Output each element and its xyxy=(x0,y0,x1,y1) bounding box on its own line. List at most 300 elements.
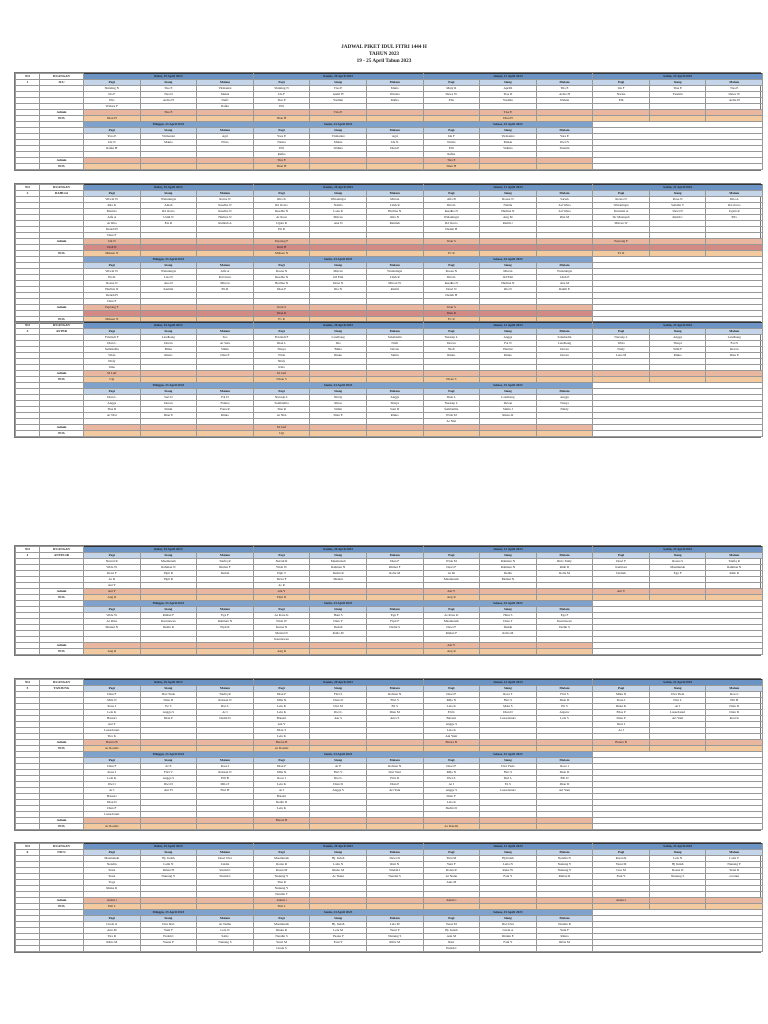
staff-name-cell: Teo xyxy=(197,335,254,341)
staff-name-cell: Dwi L xyxy=(480,776,537,782)
staff-name-cell: Rinna xyxy=(536,934,593,940)
staff-name-cell: Nabila xyxy=(480,203,537,209)
shift-siang: Siang xyxy=(480,329,537,335)
staff-name-cell: Yasmin xyxy=(310,98,367,104)
staff-name-cell: Rinbei R xyxy=(536,874,593,880)
staff-name-cell: Landbang xyxy=(706,335,763,341)
staff-name-cell: Rotna N xyxy=(197,197,254,203)
shift-pagi: Pagi xyxy=(423,191,480,197)
staff-name-cell: Reedha N xyxy=(423,281,480,287)
pos-row-cell xyxy=(140,824,197,830)
day-header: Minggu, 23 April 2023 xyxy=(84,257,254,263)
staff-name-cell: Dwi L xyxy=(310,710,367,716)
staff-name-cell: Ribis M xyxy=(84,940,141,946)
staff-name-cell: Rafka xyxy=(423,152,480,158)
schedule-table xyxy=(15,73,763,170)
admin-row-cell: M Lutf xyxy=(253,425,310,431)
staff-name-cell: Rinko xyxy=(140,353,197,359)
day-header: Selasa, 25 April 2023 xyxy=(423,752,593,758)
staff-name-cell: Lela K xyxy=(84,710,141,716)
staff-name-cell: Sindah I xyxy=(197,874,254,880)
staff-name-cell: Ar Nunu xyxy=(423,874,480,880)
staff-name-cell: Lisa M xyxy=(593,868,650,874)
staff-name-cell: Dedah xyxy=(310,625,367,631)
ruangan-header: RUANGAN xyxy=(40,74,84,80)
shift-pagi: Pagi xyxy=(423,263,480,269)
staff-name-cell: Nendin S xyxy=(366,874,423,880)
staff-name-cell: Maemunah xyxy=(253,856,310,862)
staff-name-cell: Dedin S xyxy=(366,625,423,631)
staff-name-cell: Rosna D xyxy=(649,868,706,874)
pos-row-cell: Miksen N xyxy=(253,251,310,257)
pos-row-label: POS xyxy=(40,251,84,257)
pos-row-cell: Ugi xyxy=(84,377,141,383)
admin-row-cell: Batara B xyxy=(593,740,650,746)
staff-name-cell: Lusardaruri xyxy=(480,716,537,722)
staff-name-cell: Wida W xyxy=(84,613,141,619)
staff-name-cell: Dian D xyxy=(310,782,367,788)
staff-name-cell: Dewi F xyxy=(423,692,480,698)
pos-row-cell xyxy=(310,431,367,437)
day-header: Senin, 24 April 2023 xyxy=(253,122,423,128)
staff-name-cell: Lela K xyxy=(253,806,310,812)
staff-name-cell: Ana D xyxy=(140,281,197,287)
day-header: Jumat, 21 April 2023 xyxy=(423,323,593,329)
admin-row-cell: Tisa E xyxy=(480,110,537,116)
staff-name-cell: Landbang xyxy=(310,335,367,341)
staff-name-cell: Mika N xyxy=(593,692,650,698)
staff-name-cell: Angga S xyxy=(310,788,367,794)
staff-name-cell: Ribis M xyxy=(536,940,593,946)
staff-name-cell: Ramlah A xyxy=(197,221,254,227)
staff-name-cell: Yasmin xyxy=(536,146,593,152)
staff-name-cell: Dian L xyxy=(253,341,310,347)
staff-name-cell: Devan xyxy=(536,347,593,353)
staff-name-cell: Ela R xyxy=(84,275,141,281)
pos-row-cell: Ang R xyxy=(423,649,480,655)
staff-name-cell: Bataari xyxy=(253,716,310,722)
staff-name-cell: Dian L xyxy=(423,395,480,401)
pos-row-label: POS xyxy=(40,746,84,752)
room-schedule-block xyxy=(14,321,761,438)
staff-name-cell: Pipit R xyxy=(197,625,254,631)
staff-name-cell: Lela S xyxy=(536,716,593,722)
staff-name-cell: Ar E xyxy=(310,764,367,770)
day-header: Sabtu, 22 April 2023 xyxy=(593,844,763,850)
pos-row-cell: Pipit R xyxy=(253,595,310,601)
staff-name-cell: Hani S xyxy=(480,613,537,619)
staff-name-cell: Ida F xyxy=(593,86,650,92)
pos-row-label: POS xyxy=(40,649,84,655)
staff-name-cell: Reedha N xyxy=(197,203,254,209)
staff-name-cell: Makia xyxy=(140,140,197,146)
staff-name-cell: Wida W xyxy=(253,619,310,625)
staff-name-cell: Hj. Indah xyxy=(310,922,367,928)
staff-name-cell: Ar Nisi xyxy=(423,419,480,425)
staff-name-cell: Ar Rosa K xyxy=(423,613,480,619)
staff-name-cell: Landbang xyxy=(536,341,593,347)
staff-name-cell: Irma xyxy=(84,365,141,371)
staff-name-cell: Rinb R xyxy=(706,571,763,577)
day-header: Kamis, 20 April 2023 xyxy=(253,185,423,191)
day-header: Minggu, 23 April 2023 xyxy=(84,910,254,916)
staff-name-cell: Mila N xyxy=(253,770,310,776)
shift-pagi: Pagi xyxy=(253,758,310,764)
staff-name-cell: Lusardaruri xyxy=(480,788,537,794)
ruangan-header: RUANGAN xyxy=(40,680,84,686)
shift-siang: Siang xyxy=(140,389,197,395)
admin-row-cell: M Lutf xyxy=(253,371,310,377)
staff-name-cell: Dwi D xyxy=(140,782,197,788)
day-header: Rabu, 19 April 2023 xyxy=(84,323,254,329)
staff-name-cell: Mila N xyxy=(423,698,480,704)
staff-name-cell: Yuana P xyxy=(310,934,367,940)
staff-name-cell: Landbang xyxy=(480,395,537,401)
pos-row-cell xyxy=(480,164,537,170)
staff-name-cell: Angga S xyxy=(140,776,197,782)
pos-row-label: POS xyxy=(40,595,84,601)
pos-row-cell xyxy=(366,824,423,830)
room-name: ANYELIR xyxy=(40,553,84,559)
staff-name-cell: Fanina xyxy=(197,401,254,407)
shift-siang: Siang xyxy=(140,607,197,613)
day-header: Sabtu, 22 April 2023 xyxy=(593,680,763,686)
staff-name-cell: Maemunah xyxy=(649,565,706,571)
day-header: Sabtu, 22 April 2023 xyxy=(593,185,763,191)
staff-name-cell: Bima xyxy=(310,347,367,353)
shift-malam: Malam xyxy=(197,758,254,764)
staff-name-cell: Angga S xyxy=(140,710,197,716)
empty-cell xyxy=(593,824,763,830)
pos-row-cell: Dian H xyxy=(253,164,310,170)
shift-siang: Siang xyxy=(480,263,537,269)
staff-name-cell: Fitri S xyxy=(536,692,593,698)
admin-row-cell: Jiran S xyxy=(423,239,480,245)
day-header: Rabu, 19 April 2023 xyxy=(84,844,254,850)
staff-name-cell: Melani N xyxy=(480,577,537,583)
staff-name-cell: Ar Rosa K xyxy=(253,613,310,619)
staff-name-cell: Rotan M xyxy=(253,868,310,874)
shift-siang: Siang xyxy=(480,850,537,856)
shift-malam: Malam xyxy=(536,263,593,269)
staff-name-cell: Maemunah xyxy=(253,922,310,928)
staff-name-cell: Rosna N xyxy=(253,269,310,275)
pos-row-cell: Ang R xyxy=(253,649,310,655)
day-header: Jumat, 21 April 2023 xyxy=(423,74,593,80)
staff-name-cell: Rinbei F xyxy=(423,631,480,637)
shift-siang: Siang xyxy=(140,80,197,86)
staff-name-cell: Wulaningsi xyxy=(140,197,197,203)
staff-name-cell: Dewi N xyxy=(423,287,480,293)
shift-pagi: Pagi xyxy=(423,916,480,922)
admin-row-cell: Dedi B xyxy=(84,245,141,251)
staff-name-cell: Rinko M xyxy=(310,868,367,874)
staff-name-cell: Ugsin R xyxy=(706,209,763,215)
staff-name-cell: Rafka xyxy=(197,104,254,110)
shift-siang: Siang xyxy=(310,80,367,86)
staff-name-cell: Herlina N xyxy=(197,215,254,221)
admin-row-label: Admin xyxy=(40,898,84,904)
pos-row-cell: Dian H xyxy=(84,116,141,122)
staff-name-cell: Rosa I xyxy=(84,704,141,710)
staff-name-cell: Wulaningsi xyxy=(310,197,367,203)
staff-name-cell: Kurna N xyxy=(253,625,310,631)
staff-name-cell: Dian D xyxy=(480,710,537,716)
staff-name-cell: Dian F xyxy=(253,287,310,293)
shift-siang: Siang xyxy=(310,607,367,613)
staff-name-cell: Devan xyxy=(366,347,423,353)
staff-name-cell: Tisa D xyxy=(140,92,197,98)
staff-name-cell: Rinko R xyxy=(480,413,537,419)
staff-name-cell: Nurasip L xyxy=(253,395,310,401)
staff-name-cell: Bataari xyxy=(84,716,141,722)
staff-name-cell: Nindy xyxy=(536,407,593,413)
pos-row-cell xyxy=(310,164,367,170)
staff-name-cell: Sindah I xyxy=(366,868,423,874)
shift-pagi: Pagi xyxy=(84,329,141,335)
staff-name-cell: Eliv xyxy=(706,215,763,221)
row-number: 1 xyxy=(16,80,40,86)
shift-pagi: Pagi xyxy=(84,263,141,269)
staff-name-cell: Rolle M xyxy=(480,631,537,637)
staff-name-cell: Sabis xyxy=(197,934,254,940)
staff-name-cell: Lela K xyxy=(423,728,480,734)
staff-name-cell: Nunung Y xyxy=(253,874,310,880)
staff-name-cell: Ramli E xyxy=(536,287,593,293)
shift-malam: Malam xyxy=(366,263,423,269)
shift-siang: Siang xyxy=(649,686,706,692)
shift-malam: Malam xyxy=(536,191,593,197)
staff-name-cell: Rinnin E xyxy=(480,934,537,940)
staff-name-cell: ercanni xyxy=(706,874,763,880)
staff-name-cell: Sahabudin xyxy=(536,335,593,341)
day-header: Selasa, 25 April 2023 xyxy=(423,122,593,128)
admin-row-cell: Batara B xyxy=(84,740,141,746)
staff-name-cell: Ar I xyxy=(253,788,310,794)
staff-name-cell: Sari D xyxy=(140,395,197,401)
room-schedule-block xyxy=(14,678,761,831)
day-header: Senin, 24 April 2023 xyxy=(253,752,423,758)
shift-malam: Malam xyxy=(366,916,423,922)
staff-name-cell: Kurniawan xyxy=(536,619,593,625)
day-header: Senin, 24 April 2023 xyxy=(253,601,423,607)
staff-name-cell: Mila P xyxy=(197,782,254,788)
staff-name-cell: Mila N xyxy=(84,698,141,704)
shift-pagi: Pagi xyxy=(253,686,310,692)
shift-siang: Siang xyxy=(480,758,537,764)
day-header: Jumat, 21 April 2023 xyxy=(423,844,593,850)
staff-name-cell: Ar I xyxy=(649,704,706,710)
staff-name-cell: Ari Wina xyxy=(536,203,593,209)
staff-name-cell: Eli S xyxy=(366,704,423,710)
pos-row-cell: Dian H xyxy=(423,164,480,170)
staff-name-cell: Angga S xyxy=(423,788,480,794)
staff-name-cell xyxy=(366,946,423,952)
staff-name-cell: Rahman N xyxy=(197,619,254,625)
staff-name-cell: Elli xyxy=(423,146,480,152)
pos-row-label: POS xyxy=(40,904,84,910)
admin-row-cell: Ani Y xyxy=(423,643,480,649)
shift-malam: Malam xyxy=(366,128,423,134)
no-cell xyxy=(16,164,40,170)
staff-name-cell: Ar I xyxy=(423,782,480,788)
staff-name-cell: Lela M xyxy=(366,922,423,928)
shift-siang: Siang xyxy=(140,329,197,335)
shift-siang: Siang xyxy=(140,553,197,559)
staff-name-cell: Devan xyxy=(140,401,197,407)
staff-name-cell: Lela K xyxy=(253,710,310,716)
staff-name-cell: Waniza xyxy=(366,92,423,98)
staff-name-cell: Dedin R xyxy=(310,571,367,577)
day-header: Minggu, 23 April 2023 xyxy=(84,122,254,128)
staff-name-cell: Dewa W xyxy=(423,92,480,98)
staff-name-cell: Wulaningsi xyxy=(423,215,480,221)
staff-name-cell: Ugsin R xyxy=(253,221,310,227)
shift-pagi: Pagi xyxy=(253,263,310,269)
staff-name-cell: Virmanisi xyxy=(480,134,537,140)
shift-siang: Siang xyxy=(140,128,197,134)
pos-row-cell xyxy=(84,431,141,437)
staff-name-cell: Kurniasi xyxy=(593,565,650,571)
pos-row-cell xyxy=(310,649,367,655)
shift-pagi: Pagi xyxy=(423,329,480,335)
staff-name-cell: Dian E xyxy=(706,353,763,359)
shift-siang: Siang xyxy=(310,128,367,134)
pos-row-label: POS xyxy=(40,164,84,170)
staff-name-cell: Rinbei F xyxy=(197,565,254,571)
staff-name-cell: Angga S xyxy=(423,722,480,728)
staff-name-cell: Yara E xyxy=(536,134,593,140)
pos-row-cell xyxy=(536,649,593,655)
staff-name-cell: Dewi F xyxy=(84,571,141,577)
staff-name-cell: Maemunah xyxy=(423,619,480,625)
room-name: DAHLIA xyxy=(40,191,84,197)
pos-row-cell xyxy=(253,824,310,830)
staff-name-cell: Laila N xyxy=(310,862,367,868)
row-number: 4 xyxy=(16,553,40,559)
staff-name-cell: Angga xyxy=(84,401,141,407)
room-schedule-block xyxy=(14,545,761,656)
staff-name-cell: Rohsan N xyxy=(366,692,423,698)
room-name: TANJUNG xyxy=(40,686,84,692)
pos-row-cell: Ev R xyxy=(423,317,480,323)
staff-name-cell: Ann M xyxy=(84,928,141,934)
staff-name-cell: Nurasip L xyxy=(423,401,480,407)
staff-name-cell: Bataari xyxy=(423,716,480,722)
staff-name-cell: Hj. Indah xyxy=(310,856,367,862)
staff-name-cell: Dewi N xyxy=(649,209,706,215)
staff-name-cell: Ar Nunu xyxy=(310,874,367,880)
shift-pagi: Pagi xyxy=(84,80,141,86)
staff-name-cell: Lisa N xyxy=(140,275,197,281)
shift-pagi: Pagi xyxy=(253,850,310,856)
staff-name-cell: Dian D xyxy=(536,770,593,776)
pos-row-cell: Ar Roudiz xyxy=(84,824,141,830)
staff-name-cell: Angga xyxy=(536,395,593,401)
staff-name-cell: Nunung Y xyxy=(140,874,197,880)
staff-name-cell: Aprilli xyxy=(480,86,537,92)
staff-name-cell: Dian D xyxy=(706,704,763,710)
pos-row-cell xyxy=(536,824,593,830)
admin-row-label: Admin xyxy=(40,305,84,311)
staff-name-cell: Rita K xyxy=(423,275,480,281)
staff-name-cell: Dwi I xyxy=(84,782,141,788)
pos-row-cell xyxy=(84,164,141,170)
staff-name-cell: Hj. Indah xyxy=(423,928,480,934)
staff-name-cell: Elli xyxy=(593,98,650,104)
staff-name-cell: Nunung S xyxy=(649,874,706,880)
staff-name-cell: Rosna S xyxy=(649,559,706,565)
staff-name-cell: Eli R xyxy=(253,227,310,233)
ruangan-header: RUANGAN xyxy=(40,547,84,553)
staff-name-cell: Tina R xyxy=(253,407,310,413)
schedule-table xyxy=(15,184,763,323)
day-header: Kamis, 20 April 2023 xyxy=(253,547,423,553)
no-header: NO xyxy=(16,185,40,191)
staff-name-cell: Rinko xyxy=(366,413,423,419)
staff-name-cell: Devan xyxy=(480,401,537,407)
staff-name-cell: Fitri D xyxy=(366,776,423,782)
staff-name-cell: Yara E xyxy=(253,134,310,140)
admin-row-cell: Anisis i xyxy=(253,898,310,904)
admin-row-cell: Tisa E xyxy=(253,158,310,164)
no-header: NO xyxy=(16,844,40,850)
shift-pagi: Pagi xyxy=(593,686,650,692)
staff-name-cell: Rinb R xyxy=(536,565,593,571)
staff-name-cell: Dian E xyxy=(310,413,367,419)
staff-name-cell: Nunung Y xyxy=(253,886,310,892)
staff-name-cell: Dwi Dwi xyxy=(480,922,537,928)
admin-row-label: Admin xyxy=(40,425,84,431)
staff-name-cell: Tinsya xyxy=(536,401,593,407)
staff-name-cell: Rini N xyxy=(366,862,423,868)
shift-pagi: Pagi xyxy=(84,553,141,559)
admin-row-label: Admin xyxy=(40,158,84,164)
staff-name-cell: Devan xyxy=(140,341,197,347)
staff-name-cell: Rahman N xyxy=(140,565,197,571)
staff-name-cell: Linda A xyxy=(480,928,537,934)
staff-name-cell: Tisa D xyxy=(480,92,537,98)
staff-name-cell: Natisa xyxy=(423,140,480,146)
staff-name-cell: Alfa A xyxy=(197,269,254,275)
shift-malam: Malam xyxy=(536,916,593,922)
staff-name-cell: Maemunah xyxy=(84,856,141,862)
admin-row-cell: Ani Y xyxy=(84,589,141,595)
staff-name-cell: Wahita xyxy=(536,98,593,104)
shift-siang: Siang xyxy=(140,916,197,922)
staff-name-cell: Ardia H xyxy=(706,98,763,104)
staff-name-cell: Rinka R xyxy=(84,886,141,892)
shift-siang: Siang xyxy=(480,128,537,134)
shift-malam: Malam xyxy=(366,191,423,197)
staff-name-cell: Sembiellia xyxy=(84,347,141,353)
shift-siang: Siang xyxy=(480,607,537,613)
pos-row-cell: Miksen N xyxy=(84,317,141,323)
staff-name-cell: Eli K xyxy=(423,710,480,716)
staff-name-cell: Yeni F xyxy=(423,862,480,868)
staff-name-cell: Dwi L xyxy=(310,776,367,782)
staff-name-cell: Ega F xyxy=(366,613,423,619)
staff-name-cell: Ana M xyxy=(536,281,593,287)
staff-name-cell: Yessi R xyxy=(706,868,763,874)
staff-name-cell: Simin xyxy=(197,347,254,353)
staff-name-cell: Nisfy xyxy=(253,359,310,365)
staff-name-cell: Dwi M xyxy=(310,704,367,710)
admin-row-label: Admin xyxy=(40,110,84,116)
staff-name-cell: Sembiellia xyxy=(423,407,480,413)
shift-malam: Malam xyxy=(536,607,593,613)
schedule-table xyxy=(15,679,763,830)
